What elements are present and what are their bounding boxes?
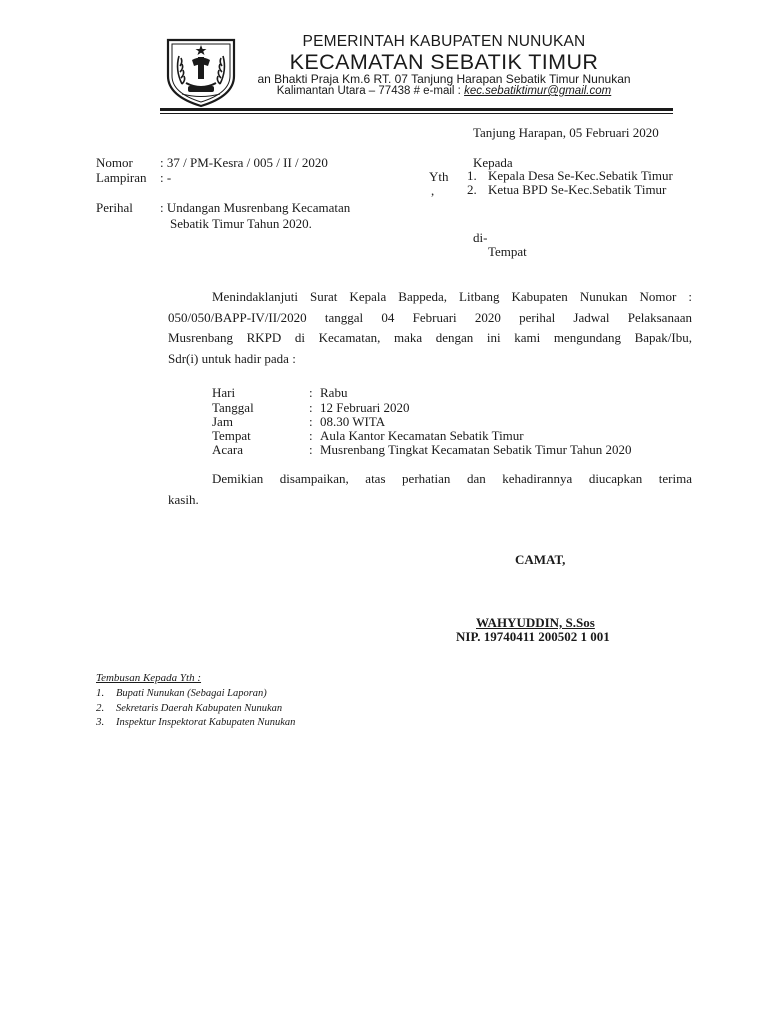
body-line: Demikian disampaikan, atas perhatian dan kehadirannya diucapkan terima xyxy=(212,471,692,486)
nomor-label: Nomor xyxy=(96,155,133,170)
yth-label: Yth xyxy=(429,169,449,184)
lampiran-label: Lampiran xyxy=(96,170,147,185)
body-paragraph-1 xyxy=(168,287,692,369)
letterhead-region: Kalimantan Utara – 77438 # e-mail : xyxy=(276,85,465,97)
signature-name: WAHYUDDIN, S.Sos xyxy=(476,615,595,630)
cc-num-3: 3. xyxy=(96,716,105,728)
recipient-num-1: 1. xyxy=(467,168,477,183)
di-label: di- xyxy=(473,230,488,245)
lampiran-value: : - xyxy=(160,170,172,185)
body-line: 050/050/BAPP-IV/II/2020 tanggal 04 Februari 2020 perihal Jadwal Pelaksanaan xyxy=(168,309,692,325)
schedule-sep: : xyxy=(309,414,313,429)
body-line: Menindaklanjuti Surat Kepala Bappeda, Litbang Kabupaten Nunukan Nomor : xyxy=(212,289,692,304)
nomor-value: : 37 / PM-Kesra / 005 / II / 2020 xyxy=(160,155,328,170)
perihal-label: Perihal xyxy=(96,200,133,215)
perihal-value: : Undangan Musrenbang Kecamatan xyxy=(160,200,351,215)
kepada-label: Kepada xyxy=(473,155,513,170)
schedule-value-jam: 08.30 WITA xyxy=(320,414,386,429)
schedule-label-tanggal: Tanggal xyxy=(212,400,254,415)
letterhead-contact xyxy=(236,85,652,97)
body-line: kasih. xyxy=(168,491,199,507)
recipient-item-2: Ketua BPD Se-Kec.Sebatik Timur xyxy=(488,182,667,197)
signature-nip: NIP. 19740411 200502 1 001 xyxy=(456,629,610,644)
yth-comma: , xyxy=(431,183,435,198)
signature-title: CAMAT, xyxy=(515,552,566,567)
letterhead-government: PEMERINTAH KABUPATEN NUNUKAN xyxy=(302,33,586,50)
kabupaten-nunukan-emblem-icon xyxy=(162,36,240,108)
cc-item-3: Inspektur Inspektorat Kabupaten Nunukan xyxy=(116,717,296,728)
recipient-item-1: Kepala Desa Se-Kec.Sebatik Timur xyxy=(488,168,673,183)
tempat-label: Tempat xyxy=(488,244,527,259)
schedule-sep: : xyxy=(309,385,313,400)
schedule-value-acara: Musrenbang Tingkat Kecamatan Sebatik Timur Tahun 2020 xyxy=(320,442,632,457)
body-line: Musrenbang RKPD di Kecamatan, maka dengan ini kami mengundang Bapak/Ibu, xyxy=(168,330,692,345)
letterhead-address: an Bhakti Praja Km.6 RT. 07 Tanjung Harapan Sebatik Timur Nunukan xyxy=(257,72,631,86)
schedule-label-jam: Jam xyxy=(212,414,233,429)
place-date: Tanjung Harapan, 05 Februari 2020 xyxy=(473,125,659,140)
schedule-label-hari: Hari xyxy=(212,385,236,400)
schedule-value-tempat: Aula Kantor Kecamatan Sebatik Timur xyxy=(320,428,524,443)
cc-num-1: 1. xyxy=(96,687,105,699)
schedule-sep: : xyxy=(309,428,313,443)
cc-heading: Tembusan Kepada Yth : xyxy=(96,672,202,684)
schedule-value-tanggal: 12 Februari 2020 xyxy=(320,400,410,415)
schedule-value-hari: Rabu xyxy=(320,385,348,400)
schedule-label-acara: Acara xyxy=(212,442,244,457)
letterhead-office: KECAMATAN SEBATIK TIMUR xyxy=(289,50,599,74)
schedule-sep: : xyxy=(309,442,313,457)
schedule-sep: : xyxy=(309,400,313,415)
body-line: Sdr(i) untuk hadir pada : xyxy=(168,350,296,366)
body-paragraph-2 xyxy=(168,469,692,510)
recipient-num-2: 2. xyxy=(467,182,477,197)
perihal-value-cont: Sebatik Timur Tahun 2020. xyxy=(170,216,312,231)
letterhead-rule-thick xyxy=(160,108,673,111)
cc-item-2: Sekretaris Daerah Kabupaten Nunukan xyxy=(116,703,283,714)
cc-num-2: 2. xyxy=(96,702,105,714)
schedule-label-tempat: Tempat xyxy=(212,428,251,443)
letterhead-rule-thin xyxy=(160,113,673,114)
cc-item-1: Bupati Nunukan (Sebagai Laporan) xyxy=(116,688,267,699)
letterhead-email[interactable]: kec.sebatiktimur@gmail.com xyxy=(464,85,612,97)
